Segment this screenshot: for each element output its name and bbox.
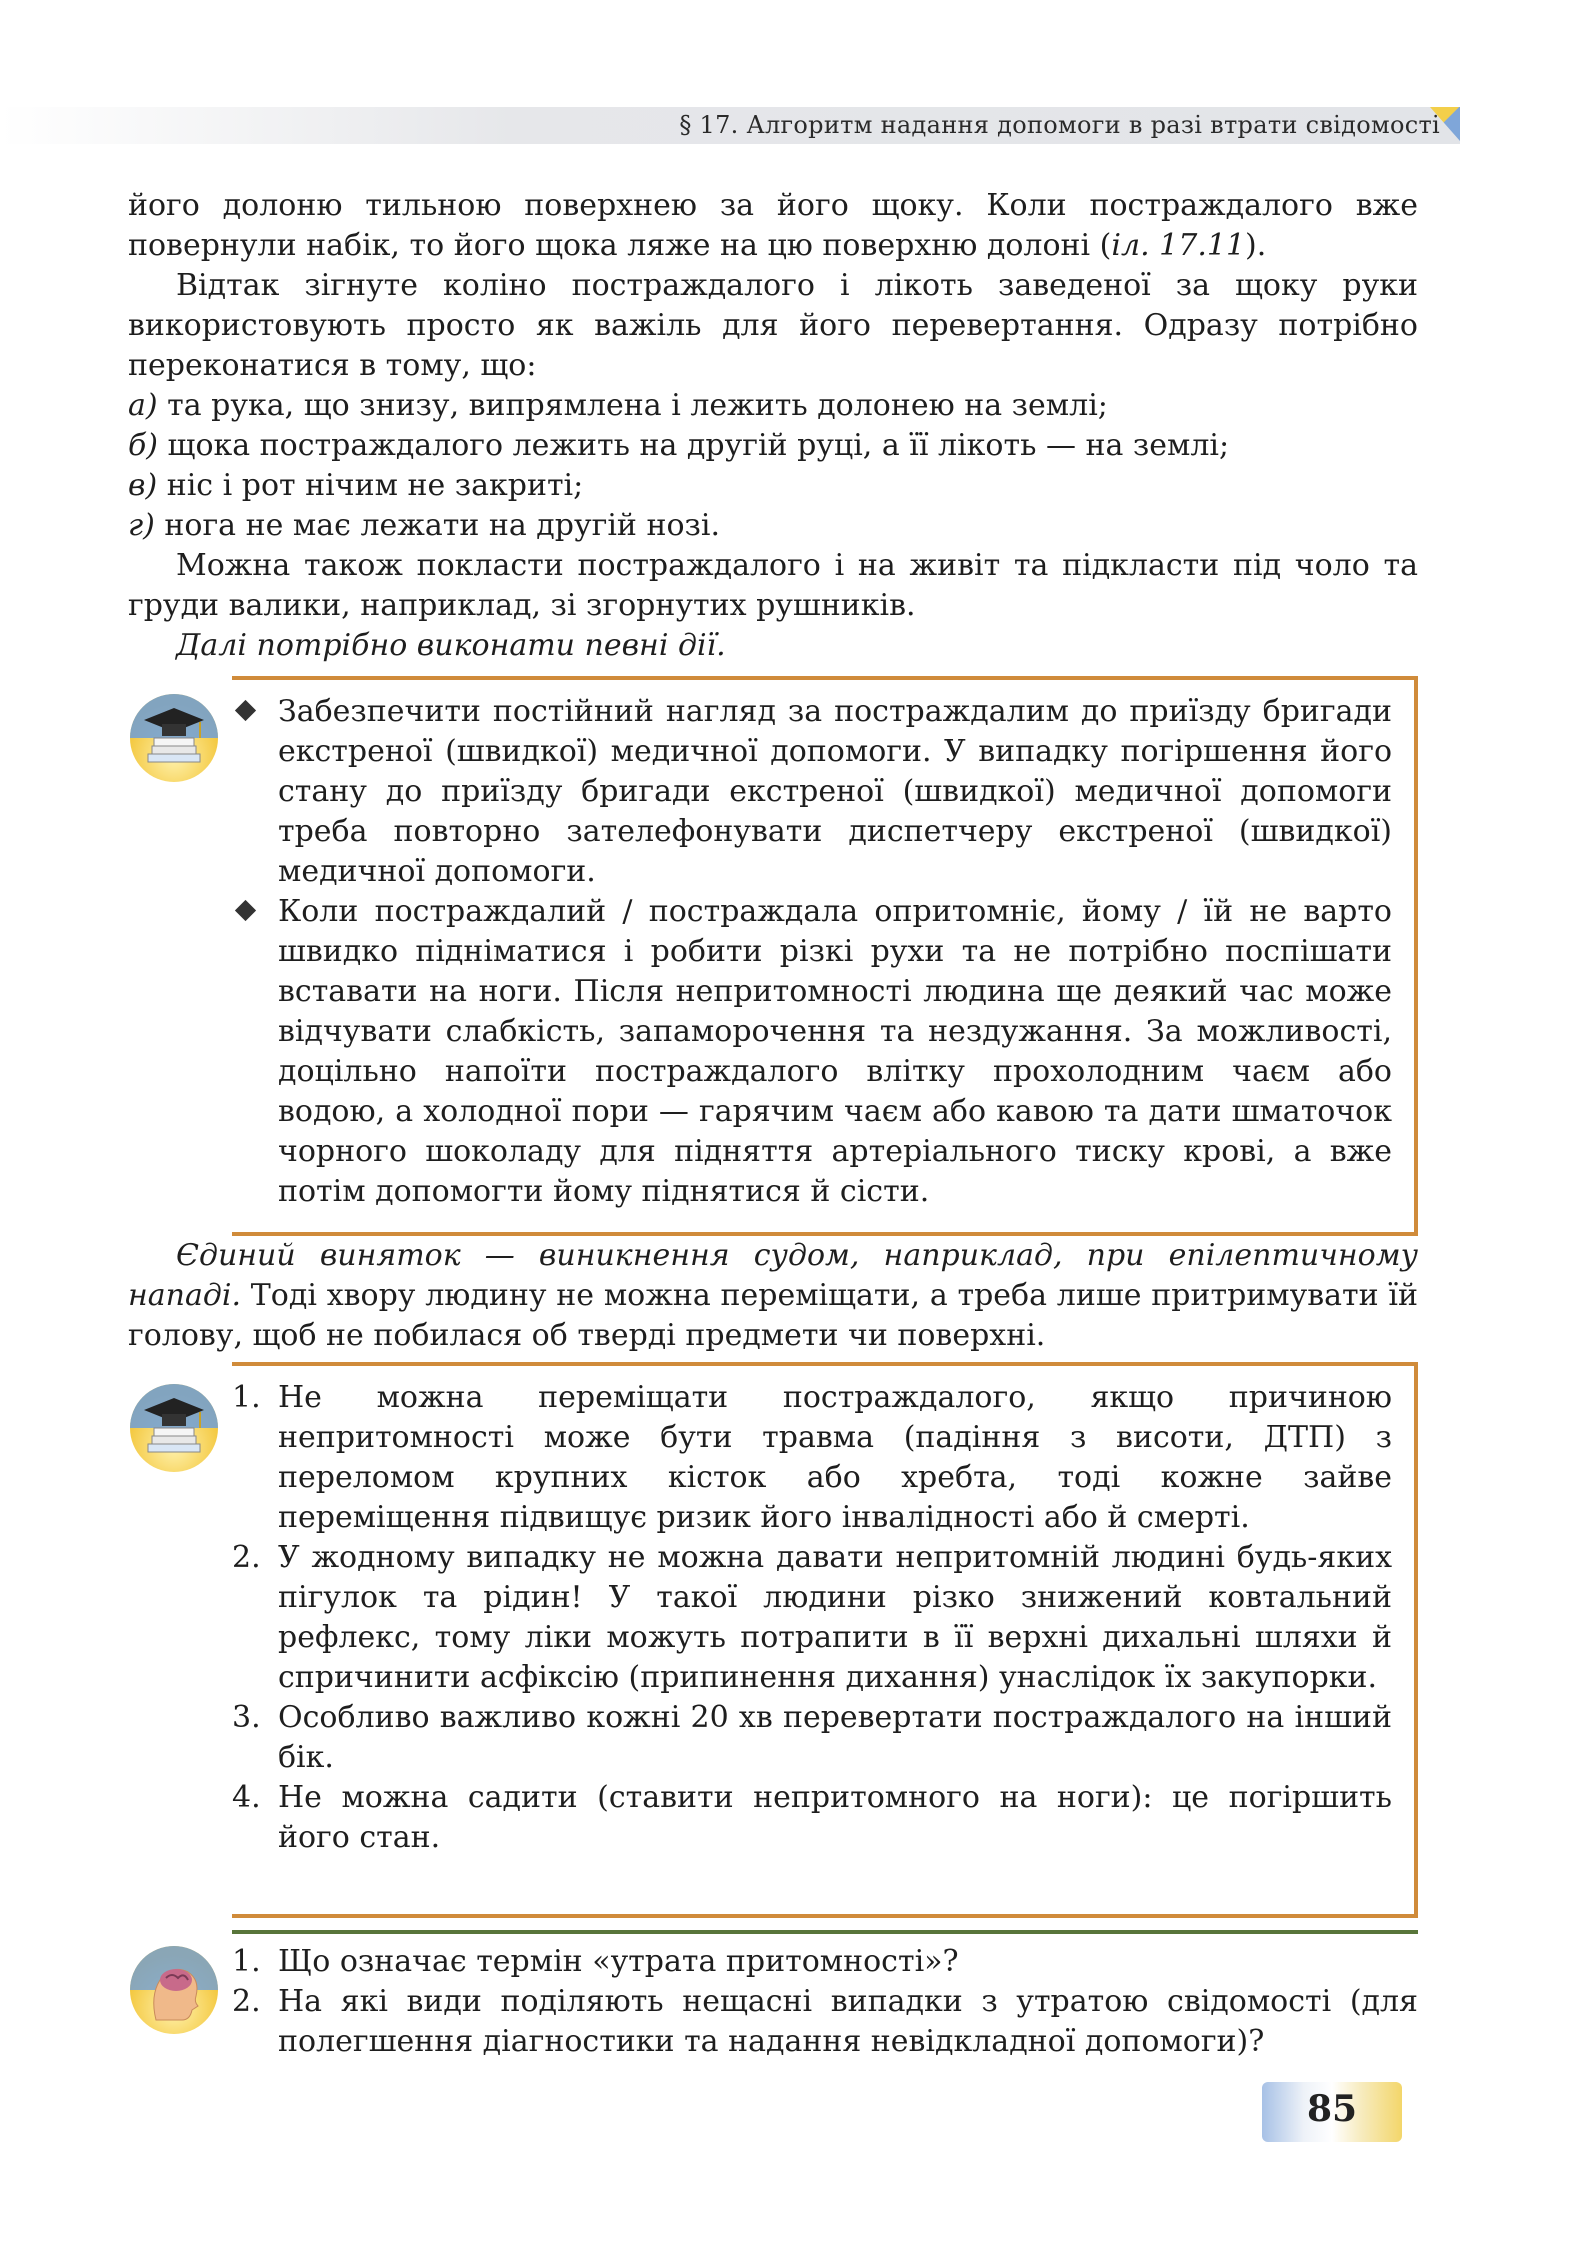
brain-head-icon (126, 1940, 222, 2036)
advice-bullet: Коли постраждалий / постраждала опритомніє, йому / їй не варто швидко підніматися і робити різкі рухи та не потрібно поспішати вставати на ноги. Після непритомності людина ще деякий час може відчувати слабкість, запаморочення та нездужання. За можливості, доцільно напоїти постраждалого влітку прохолодним чаєм або водою, а холодної пори — гарячим чаєм або кавою та дати шматочок чорного шоколаду для підняття артеріального тиску крові, а вже потім допомогти йому піднятися й сісти. (232, 892, 1392, 1212)
running-header (0, 107, 1460, 144)
diamond-bullet-icon (235, 700, 256, 721)
warning-item: 1. Не можна переміщати постраждалого, якщо причиною непритомності може бути травма (падіння з висоти, ДТП) з переломом крупних кісток або хребта, тоді кожне зайве переміщення підвищує ризик його інвалідності або й смерті. (232, 1380, 1392, 1535)
paragraph-lever: Відтак зігнуте коліно постраждалого і лікоть заведеної за щоку руки використовують просто як важіль для його перевертання. Одразу потрібно переконатися в тому, що: (128, 268, 1418, 383)
warning-box-content (232, 1378, 1392, 1858)
paragraph-belly: Можна також покласти постраждалого і на живіт та підкласти під чоло та груди валики, наприклад, зі згорнутих рушників. (128, 548, 1418, 623)
question-item: 1. Що означає термін «утрата притомності»? (232, 1944, 959, 1979)
warning-item: 2. У жодному випадку не можна давати непритомній людині будь-яких пігулок та рідин! У такої людини різко знижений ковтальний рефлекс, тому ліки можуть потрапити в її верхні дихальні шляхи й спричинити асфіксію (припинення дихання) унаслідок їх закупорки. (232, 1540, 1392, 1695)
illustration-ref: іл. 17.11 (1111, 228, 1246, 263)
list-item: а) та рука, що знизу, випрямлена і лежить долонею на землі; (128, 388, 1108, 423)
paragraph-exception: Єдиний виняток — виникнення судом, наприклад, при епілептичному нападі. Тоді хвору людину не можна переміщати, а треба лише притримувати їй голову, щоб не побилася об тверді предмети чи поверхні. (128, 1238, 1418, 1353)
paragraph-next-steps: Далі потрібно виконати певні дії. (176, 628, 726, 663)
graduation-cap-books-icon (126, 688, 222, 784)
advice-box-content (232, 692, 1392, 1212)
diamond-bullet-icon (235, 900, 256, 921)
paragraph-continuation: його долоню тильною поверхнею за його щоку. Коли постраждалого вже повернули набік, то його щока ляже на цю поверхню долоні (іл. 17.11). (128, 188, 1418, 263)
questions-list (232, 1942, 1418, 2062)
warning-item: 4. Не можна садити (ставити непритомного на ноги): це погіршить його стан. (232, 1780, 1392, 1855)
questions-divider (232, 1930, 1418, 1934)
page-number: 85 (1306, 2088, 1358, 2130)
warning-item: 3. Особливо важливо кожні 20 хв перевертати постраждалого на інший бік. (232, 1700, 1392, 1775)
list-item: г) нога не має лежати на другій нозі. (128, 508, 721, 543)
list-item: б) щока постраждалого лежить на другій руці, а її лікоть — на землі; (128, 428, 1230, 463)
graduation-cap-books-icon (126, 1378, 222, 1474)
question-item: 2. На які види поділяють нещасні випадки з утратою свідомості (для полегшення діагностики та надання невідкладної допомоги)? (232, 1984, 1418, 2059)
list-item: в) ніс і рот нічим не закриті; (128, 468, 584, 503)
advice-bullet: Забезпечити постійний нагляд за постраждалим до приїзду бригади екстреної (швидкої) медичної допомоги. У випадку погіршення його стану до приїзду бригади екстреної (швидкої) медичної допомоги треба повторно зателефонувати диспетчеру екстреної (швидкої) медичної допомоги. (232, 692, 1392, 892)
section-title: § 17. Алгоритм надання допомоги в разі втрати свідомості (679, 111, 1440, 139)
